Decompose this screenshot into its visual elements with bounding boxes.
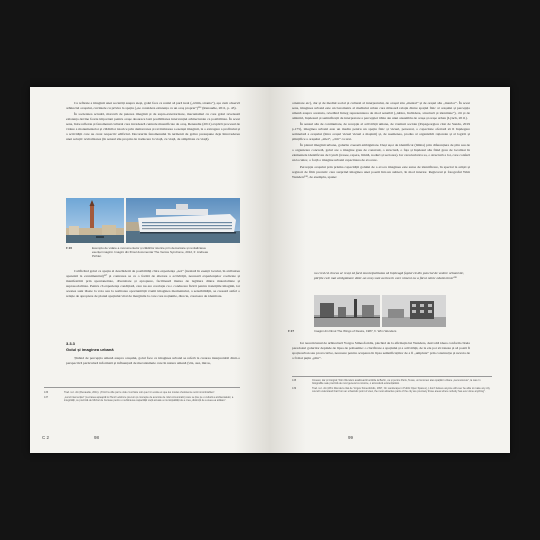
left-footnotes: [44, 391, 240, 403]
footnote: [44, 391, 240, 394]
footnote-text: „Locul intervenției” (Lucrarea așteaptă lui Henri Lefebvre precum și concepte de anumite de rolul comunicativ) care se ține pe o cultură a ambientalelor, a integrității, ce prezintă de Michel de Certeau pentru o sublinierea capacității vieții actuale a municipalității de a crea „distincții de a avea ea arătare”.: [64, 395, 234, 402]
paragraph: În societatea actuală, marcată de puterea imaginii și de supra-exteriorizare, mecanismul cu care golul revelează existența devine foarte important pentru orașe deoarece lasă posibilitatea intervenției arhitecturale ca posibilitate. În acest sens, între reflexie și fenomenul cultural care invadează centrele muzeificate de oraș, Renaudie (2011) explică procesul de vidare a monumentelor și clădirilor istorice prin demarcarea și revitalizarea a esenței imaginii, la o extragere a profitului și a activității care au creat respectiv edificiul. Decorurile fenomenului în termenii de golire presupune deja întrevederea unei soluții: revitalizarea (în sensul său propriu de traducere la viață, cu viață, de simplitate cu viață).: [66, 112, 240, 142]
chapter-marker: C 2: [42, 435, 50, 440]
paragraph: Ținând de percepția umană asupra orașului, golul face ca imaginea urbană se referă la crearea interpretabil dintr-o perspectivă particulară informată și influențată de mecanismele care în natura umană (văz, auz, miros,: [66, 356, 240, 365]
footnote: [292, 387, 492, 393]
footnote-text: Trad. rez. din (Renaudie, 2011). „Prinzi la ville par le vide c’est faire voir que l’on existe et que les modes d’existence sont innombrables”.: [64, 391, 216, 394]
figure-26: [66, 198, 240, 243]
paragraph: Iar teoreticianul de arhitectură Yorgos Simeoforidis, plecând de la afirmația lui Wenders, dezvoltă ideea conform căreia paradoxul golurilor depinde de lipsa de polisemie: o clarificare a spațiului și a activității, de la ele pot să trateze și să poată fi spațiu urban sau provocative, necesare pentru ocuparea în lipsa semnificațiilor de a fi „umplute” prin construcție și nevoia de a fi mai puțin „plin”.: [292, 341, 470, 360]
page-number-left: 98: [94, 435, 100, 440]
footnote-number: 139: [292, 386, 297, 390]
left-page: [30, 87, 270, 453]
footnote-text: Trad. rez. din (Wim Wenders citat de Yorgos Simeoforidis, 1997, On Landscape in Public Open Spaces) „I don't believe anyone will ever be able to make any city council understand that from an urbanistic point of view, the most attractive parts of the city are precisely those areas where nobody has ever done anything”.: [312, 386, 490, 393]
footnote-number: 136: [44, 391, 49, 394]
paragraph: Percepția orașului prin prisma capacității golului de a evoca imaginea este sursa de identificare, în special la artiști și regizori de film precum: care surprind imaginea unei poezii într-un subiect, în mod interior. Regizorul și fotograful Wim Wenders¹³⁸, de exemplu, spune:: [292, 164, 470, 179]
paragraph: În planul imaginii urbane, golurile creează ambiguitate. Deși ușor de identificat (limita) prin diferențiere de plin sau de o organizare concretă, golul are o imagine greu de construit, o structură, o fața și înțelesul său fiind greu de localizat în elementele identificate de Lynch (trasee, repere, limită, noduri și sectoare). Iar caracteristica sa, o structură a lor, care conferă un locuitor, o forță o imagine urbană capacitatea de evocare.: [292, 143, 470, 163]
caption-text: Exemplu de vidare a monumentelor și clădirilor istorice prin demarcare și revitalizarea esenței imaginii. Imagini din filmul documentar The Venice Syndrome, 2012, fr. Andreas Pichler.: [92, 246, 209, 258]
paragraph: Ca reflexie a imaginii unei societăți asupra sieși, golul face ca realul să pară ireal („trăim, strania”), așa cum observă arhitectul orașului, cuvintele cu privire la spațiu („ne considera existența ca un oraș proprie”)¹³⁶ (Renaudie, 2011, p. 43).: [66, 101, 240, 110]
figure-number: F 26: [66, 246, 73, 250]
footnote-number: 137: [44, 395, 49, 399]
footnote: [44, 396, 240, 402]
photo-venice-campanile: [66, 198, 124, 243]
photo-film-still-1: [314, 295, 380, 327]
footnote-number: 138: [292, 379, 297, 382]
footnote-text: Cineast, dar și fotograf, Wim Wenders analizează lucrările la Berlin, ca și pentru Paris, Texas, un fenomen ales spațiilor urbane „necunoscute”, la care în fotografiile sale prezintă de mod general cu istorice, o atmosferă existențialistă.: [312, 379, 481, 386]
figure-27: [314, 295, 446, 327]
footnote: [292, 379, 492, 385]
left-bottom-text: [66, 356, 240, 367]
right-footnotes: [292, 379, 492, 394]
section-title: Golul și imaginea urbană: [66, 347, 114, 352]
right-page: [270, 87, 510, 453]
left-top-text: [66, 101, 240, 143]
paragraph: orientare etc), dar și de mediul social și cultural al interpretului, de orașul său „mental” și de orașul său „interior”. În acest sens, imaginea urbană este un barometru al mediului urban care măsoară relația dintre spațiul fizic al orașului și percepția umană asupra acestuia, revelând întreg reprezentarea de mod sensibil („iubire, închidere, structură și identitate”), cât și de amintiri, înțelesuri și semnificații de interpretare a percepției trăite ale unui ansamblu de orașe și orașe urban (Lynch, 2011).: [292, 101, 470, 120]
photo-cruise-ship: [126, 198, 240, 243]
page-number-right: 99: [348, 435, 354, 440]
right-top-text: [292, 101, 470, 181]
paragraph: Calificând golul ca spațiu al deschiderii de posibilități către experiența „noi” (irezistă în esență locului, în atribuirea aparentă la evenimenttul)¹³⁷ și contrarea sa ca o formă de alterare a activității, necesară experiențelor coolizate și manifestării prin spontaneitate, diversitate și apropiere, facilitează mutua de legătura dintre materialitate și suprasocialitate. Pentru că experiența condițiată, care nu are corelație cu o conducere fizică pentru tranzițiile imaginii, iar acestea sunt lăsate la voia sau la realitatea oportunității vremi imaginea momentului, a sensibilității, se creează astfel o relație de apropiere de planul spațiului vital de marginile la care care noțiunile, directe, creatoare de identitate.: [66, 269, 240, 298]
figure-number: F 27: [288, 329, 295, 333]
figure-27-caption: [288, 329, 470, 334]
paragraph: În sensul său de continuitate, de recepție al activității umane, de vremuri sociale (Papageorgiou citat de Sandu, 2019 p.175), imaginea urbană este un mediu pentru un spațiu fizic și vizual, personal, o capacitate ofertată să îi înțelegere semnalată a orașului (între orașul vizual vizual a mașinii) și, de asemenea, produs al organizării raționale și al logicii și științifice a orașului „zilei”, „citit” ca text.: [292, 122, 470, 142]
caption-text: Imagini din filmul The Wings of Desire, 1987, fr. Wim Wenders: [314, 329, 397, 333]
left-mid-text: [66, 269, 240, 300]
section-number: 3.3.3: [66, 341, 75, 346]
figure-26-caption: [66, 246, 212, 258]
book-spread: [30, 87, 510, 453]
right-bottom-text: [292, 341, 470, 362]
block-quote: nu cred că cineva ar reuși să facă municipalitatea să înțeleagă faptul că din punctul de vedere urbanistic, părțile cele mai atrăgătoare dintr-un oraș sunt acelea în care nimeni nu a făcut nimic odată nimic¹³⁹: [314, 271, 465, 280]
photo-film-still-2: [382, 295, 446, 327]
